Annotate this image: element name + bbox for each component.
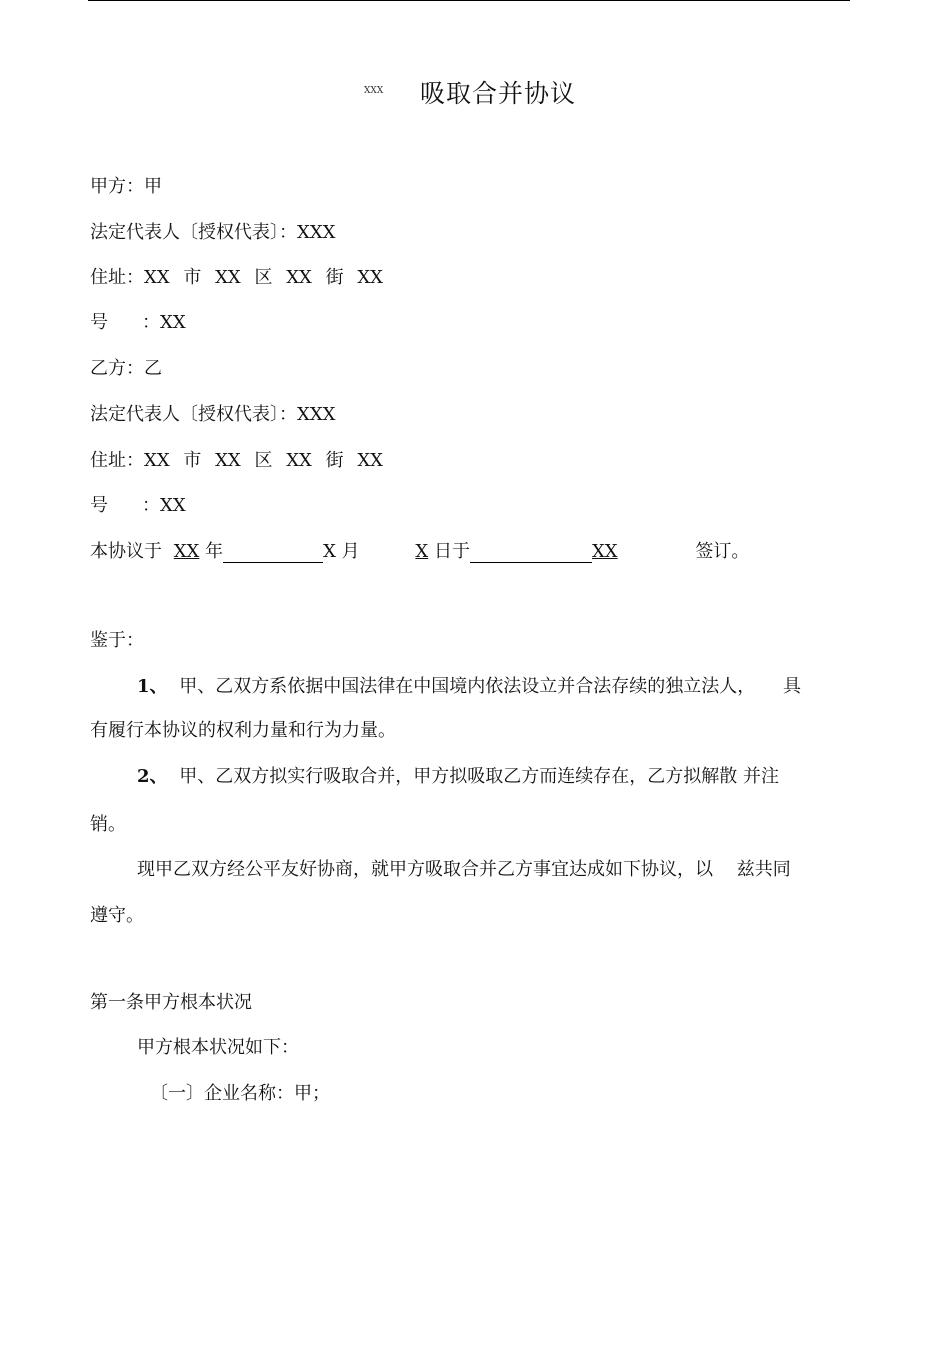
article-1-intro: 甲方根本状况如下： (137, 1037, 299, 1058)
address-part: 区 (254, 450, 273, 471)
closing-text: 现甲乙双方经公平友好协商，就甲方吸取合并乙方事宜达成如下协议，以 (137, 859, 713, 880)
signing-line (90, 537, 749, 563)
number-label: 号 (90, 312, 108, 333)
whereas-closing-cont: 遵守。 (90, 905, 144, 926)
number-label: 号 (90, 495, 108, 516)
whereas-item-1 (137, 672, 801, 698)
signing-day-label: 日于 (433, 541, 470, 562)
address-part: 市 (183, 267, 202, 288)
address-part: XX (357, 450, 383, 471)
party-b-address (90, 446, 383, 472)
whereas-item-2 (137, 762, 779, 788)
party-a-address (90, 263, 383, 289)
signing-place: XX (591, 541, 618, 562)
signing-month: X (323, 541, 336, 562)
address-part: XX (286, 450, 312, 471)
signing-day: X (415, 541, 429, 562)
whereas-item-2-cont: 销。 (90, 814, 126, 835)
article-1-heading: 第一条甲方根本状况 (90, 992, 252, 1013)
item-text-tail: 具 (783, 676, 801, 697)
closing-text-tail: 兹共同 (736, 859, 791, 880)
address-part: 住址：XX (90, 450, 170, 471)
whereas-heading: 鉴于： (90, 630, 144, 651)
signing-year: XX (173, 541, 200, 562)
signing-suffix: 签订。 (695, 541, 750, 562)
item-number: 1、 (137, 676, 168, 697)
address-part: XX (286, 267, 312, 288)
address-part: 街 (325, 267, 344, 288)
top-rule (88, 0, 850, 1)
address-part: XX (215, 267, 241, 288)
item-text: 甲、乙双方系依据中国法律在中国境内依法设立并合法存续的独立法人， (179, 676, 756, 697)
item-number: 2、 (137, 766, 168, 787)
number-value: ：XX (142, 312, 186, 333)
signing-prefix: 本协议于 (90, 541, 162, 562)
signing-year-label: 年 (205, 541, 224, 562)
item-text: 甲、乙双方拟实行吸取合并，甲方拟吸取乙方而连续存在，乙方拟解散 并注 (179, 766, 779, 787)
document-title: 吸取合并协议 (420, 79, 577, 108)
party-b-name: 乙方：乙 (90, 358, 162, 379)
address-part: 市 (183, 450, 202, 471)
address-part: 住址：XX (90, 267, 170, 288)
blank-underline (470, 544, 592, 563)
address-part: XX (357, 267, 383, 288)
party-a-name: 甲方：甲 (90, 176, 162, 197)
party-b-representative: 法定代表人〔授权代表〕：XXX (90, 404, 336, 425)
party-b-number (90, 491, 186, 517)
whereas-item-1-cont: 有履行本协议的权利力量和行为力量。 (90, 720, 396, 741)
address-part: XX (215, 450, 241, 471)
signing-month-label: 月 (341, 541, 360, 562)
article-1-item-1: 〔一〕企业名称：甲； (150, 1083, 330, 1104)
whereas-closing (137, 855, 791, 881)
header-mark: XXX (364, 86, 384, 96)
party-a-number (90, 308, 186, 334)
blank-underline (223, 544, 323, 563)
number-value: ：XX (142, 495, 186, 516)
party-a-representative: 法定代表人〔授权代表〕：XXX (90, 222, 336, 243)
address-part: 区 (254, 267, 273, 288)
address-part: 街 (325, 450, 344, 471)
